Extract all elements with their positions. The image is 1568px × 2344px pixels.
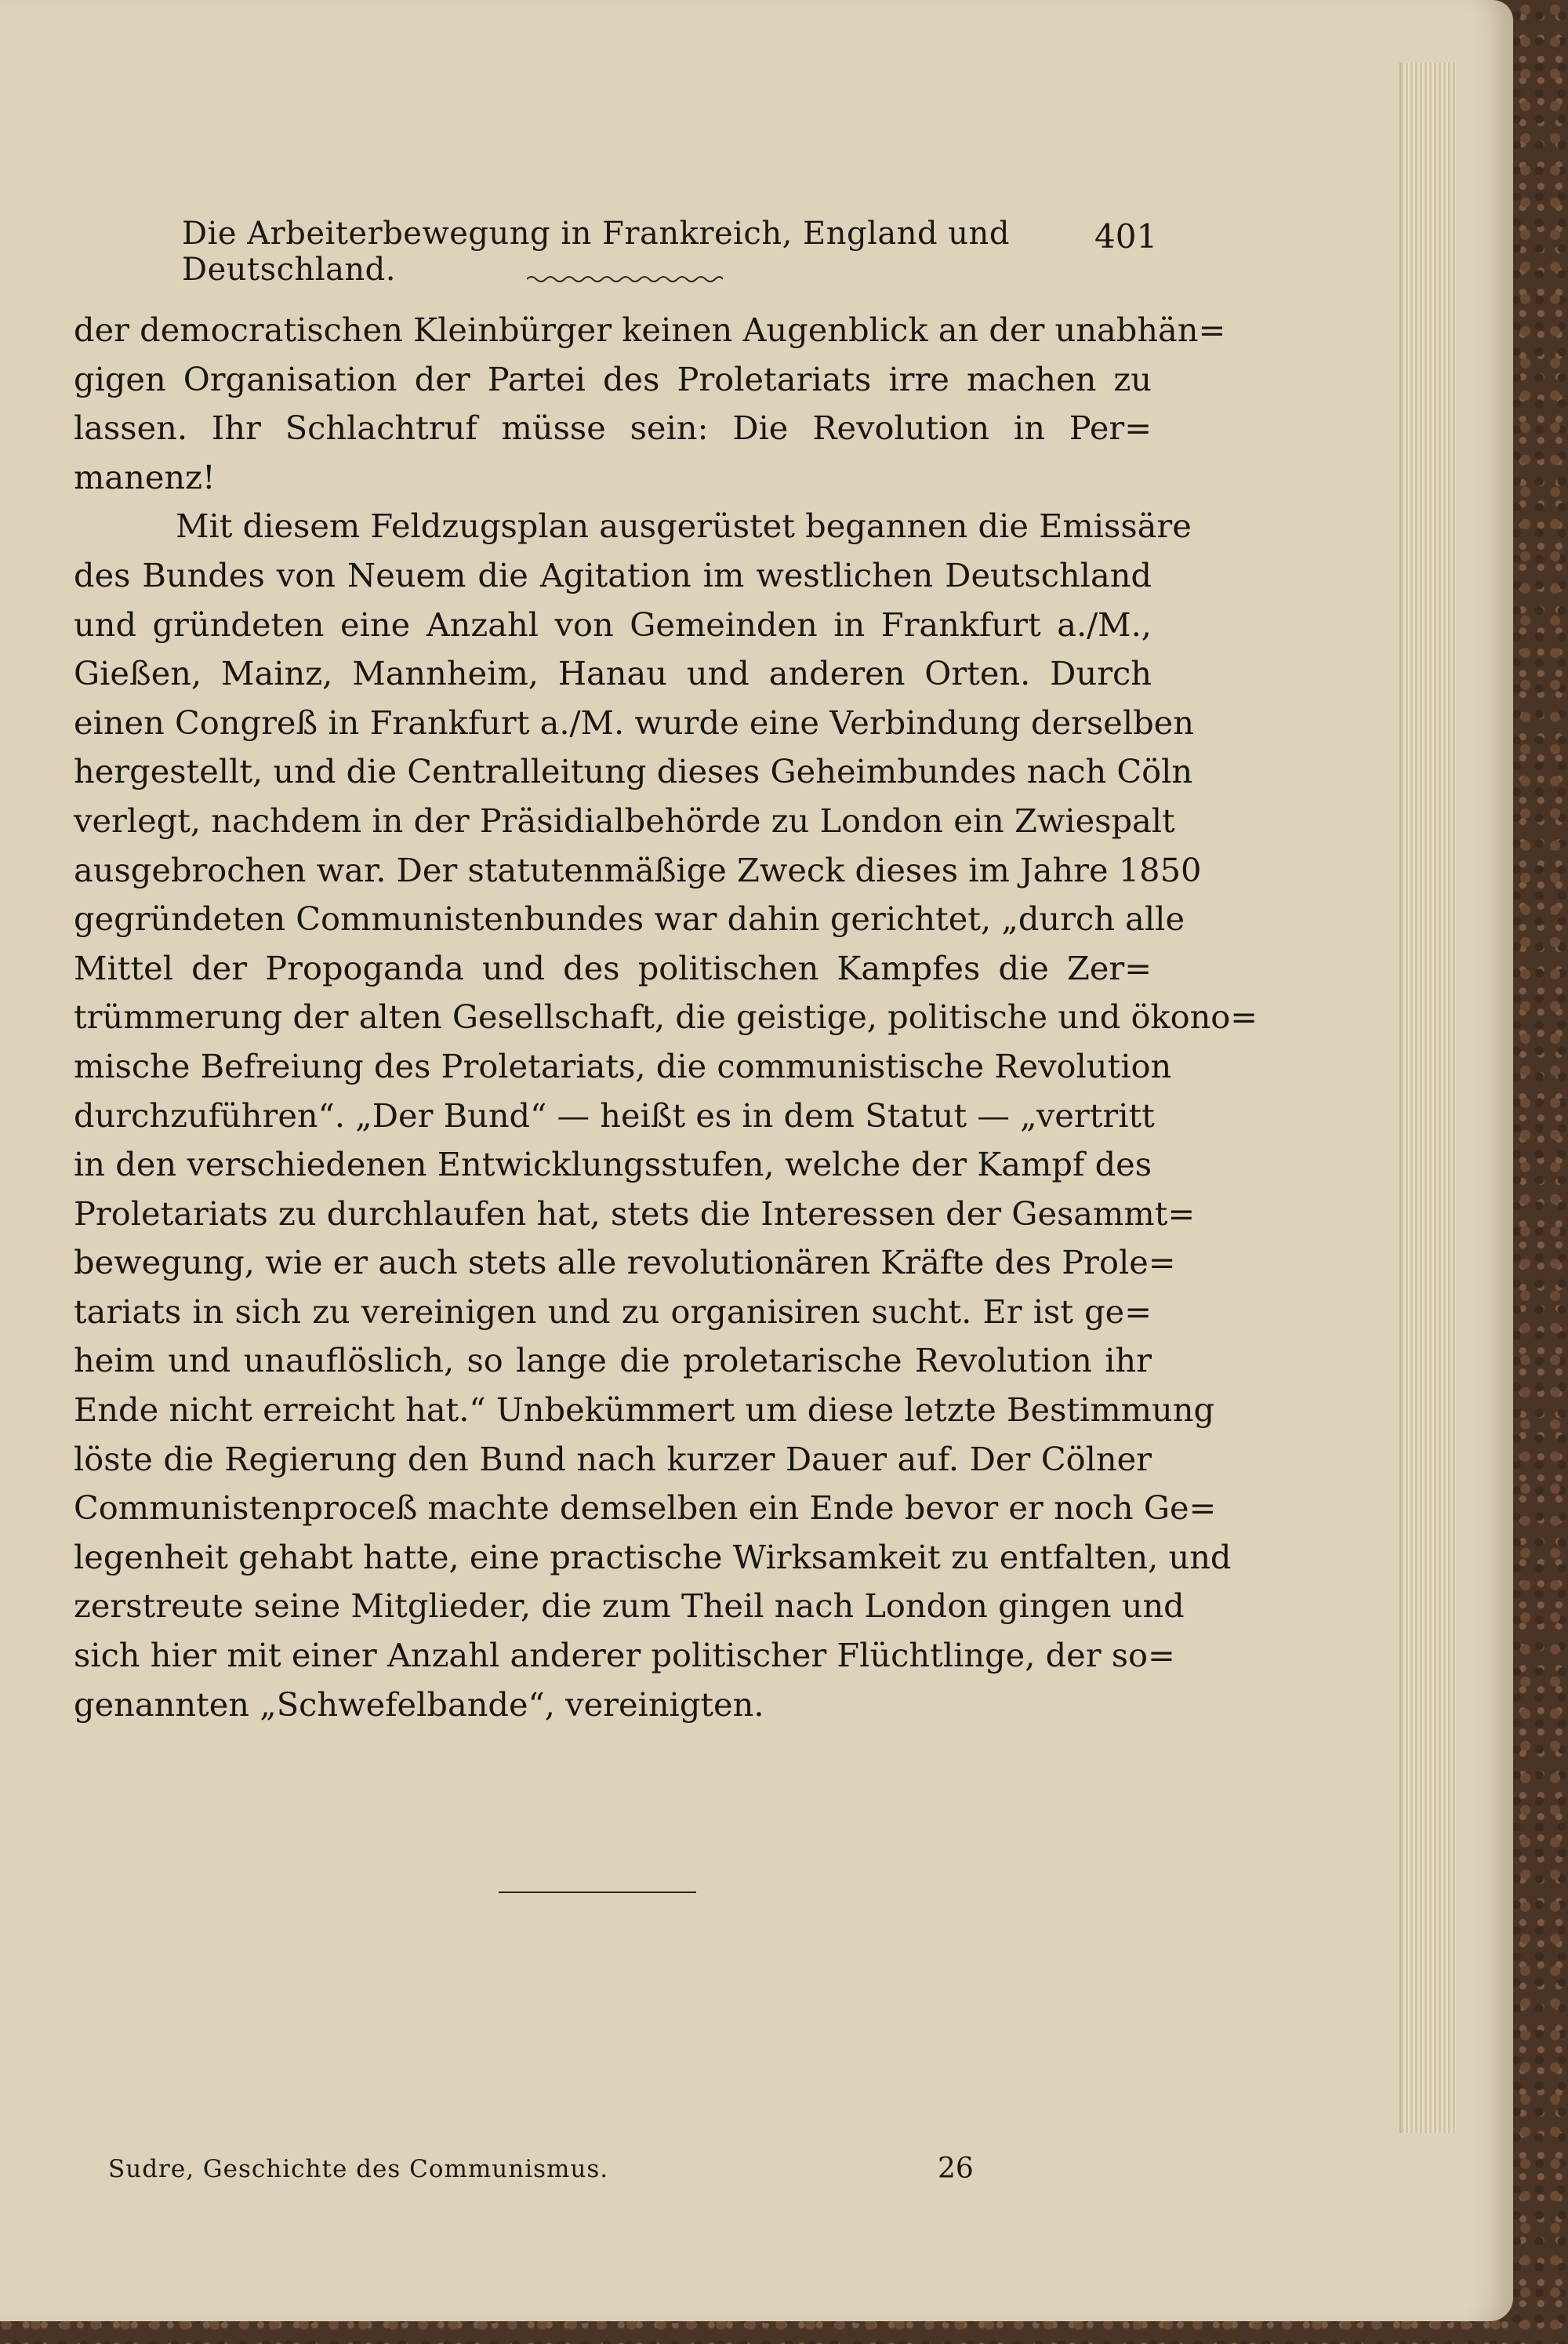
body-text bbox=[74, 306, 1258, 1729]
page-number: 401 bbox=[1094, 217, 1158, 256]
text-line: und gründeten eine Anzahl von Gemeinden in Frankfurt a./M., bbox=[74, 605, 1152, 644]
page-edges bbox=[1399, 63, 1456, 2133]
text-line: tariats in sich zu vereinigen und zu organisiren sucht. Er ist ge= bbox=[74, 1292, 1152, 1331]
text-line: hergestellt, und die Centralleitung dieses Geheimbundes nach Cöln bbox=[74, 752, 1193, 791]
text-line: in den verschiedenen Entwicklungsstufen, welche der Kampf des bbox=[74, 1145, 1152, 1184]
text-line: sich hier mit einer Anzahl anderer politischer Flüchtlinge, der so= bbox=[74, 1636, 1175, 1675]
text-line: Ende nicht erreicht hat.“ Unbekümmert um diese letzte Bestimmung bbox=[74, 1390, 1215, 1430]
text-line: mische Befreiung des Proletariats, die communistische Revolution bbox=[74, 1046, 1172, 1085]
text-line: Mit diesem Feldzugsplan ausgerüstet begannen die Emissäre bbox=[176, 507, 1192, 546]
text-line: heim und unauflöslich, so lange die proletarische Revolution ihr bbox=[74, 1341, 1152, 1380]
text-line: löste die Regierung den Bund nach kurzer Dauer auf. Der Cölner bbox=[74, 1439, 1152, 1478]
running-title: Die Arbeiterbewegung in Frankreich, England und Deutschland. bbox=[182, 216, 1010, 288]
text-line: durchzuführen“. „Der Bund“ — heißt es in dem Statut — „vertritt bbox=[74, 1096, 1155, 1135]
text-line: Mittel der Propoganda und des politischen Kampfes die Zer= bbox=[74, 948, 1152, 987]
text-line: lassen. Ihr Schlachtruf müsse sein: Die Revolution in Per= bbox=[74, 409, 1152, 448]
text-line: manenz! bbox=[74, 457, 216, 496]
text-line: bewegung, wie er auch stets alle revolutionären Kräfte des Prole= bbox=[74, 1243, 1176, 1282]
text-line: gigen Organisation der Partei des Proletariats irre machen zu bbox=[74, 359, 1152, 398]
text-line: einen Congreß in Frankfurt a./M. wurde eine Verbindung derselben bbox=[74, 703, 1194, 742]
text-line: verlegt, nachdem in der Präsidialbehörde zu London ein Zwiespalt bbox=[74, 801, 1175, 840]
text-line: Gießen, Mainz, Mannheim, Hanau und anderen Orten. Durch bbox=[74, 654, 1152, 693]
text-line: trümmerung der alten Gesellschaft, die geistige, politische und ökono= bbox=[74, 998, 1258, 1037]
text-line: genannten „Schwefelbande“, vereinigten. bbox=[74, 1684, 764, 1724]
signature-number: 26 bbox=[938, 2153, 974, 2185]
text-line: zerstreute seine Mitglieder, die zum Theil nach London gingen und bbox=[74, 1586, 1185, 1626]
text-line: der democratischen Kleinbürger keinen Augenblick an der unabhän= bbox=[74, 311, 1226, 349]
text-line: gegründeten Communistenbundes war dahin gerichtet, „durch alle bbox=[74, 899, 1185, 939]
wavy-ornament bbox=[527, 273, 723, 285]
text-line: ausgebrochen war. Der statutenmäßige Zweck dieses im Jahre 1850 bbox=[74, 850, 1202, 889]
end-rule bbox=[499, 1892, 696, 1893]
text-line: Proletariats zu durchlaufen hat, stets die Interessen der Gesammt= bbox=[74, 1194, 1196, 1233]
text-line: des Bundes von Neuem die Agitation im westlichen Deutschland bbox=[74, 555, 1152, 594]
text-line: legenheit gehabt hatte, eine practische Wirksamkeit zu entfalten, und bbox=[74, 1537, 1232, 1576]
text-line: Communistenproceß machte demselben ein Ende bevor er noch Ge= bbox=[74, 1488, 1217, 1528]
signature-mark: Sudre, Geschichte des Communismus. bbox=[108, 2155, 609, 2183]
